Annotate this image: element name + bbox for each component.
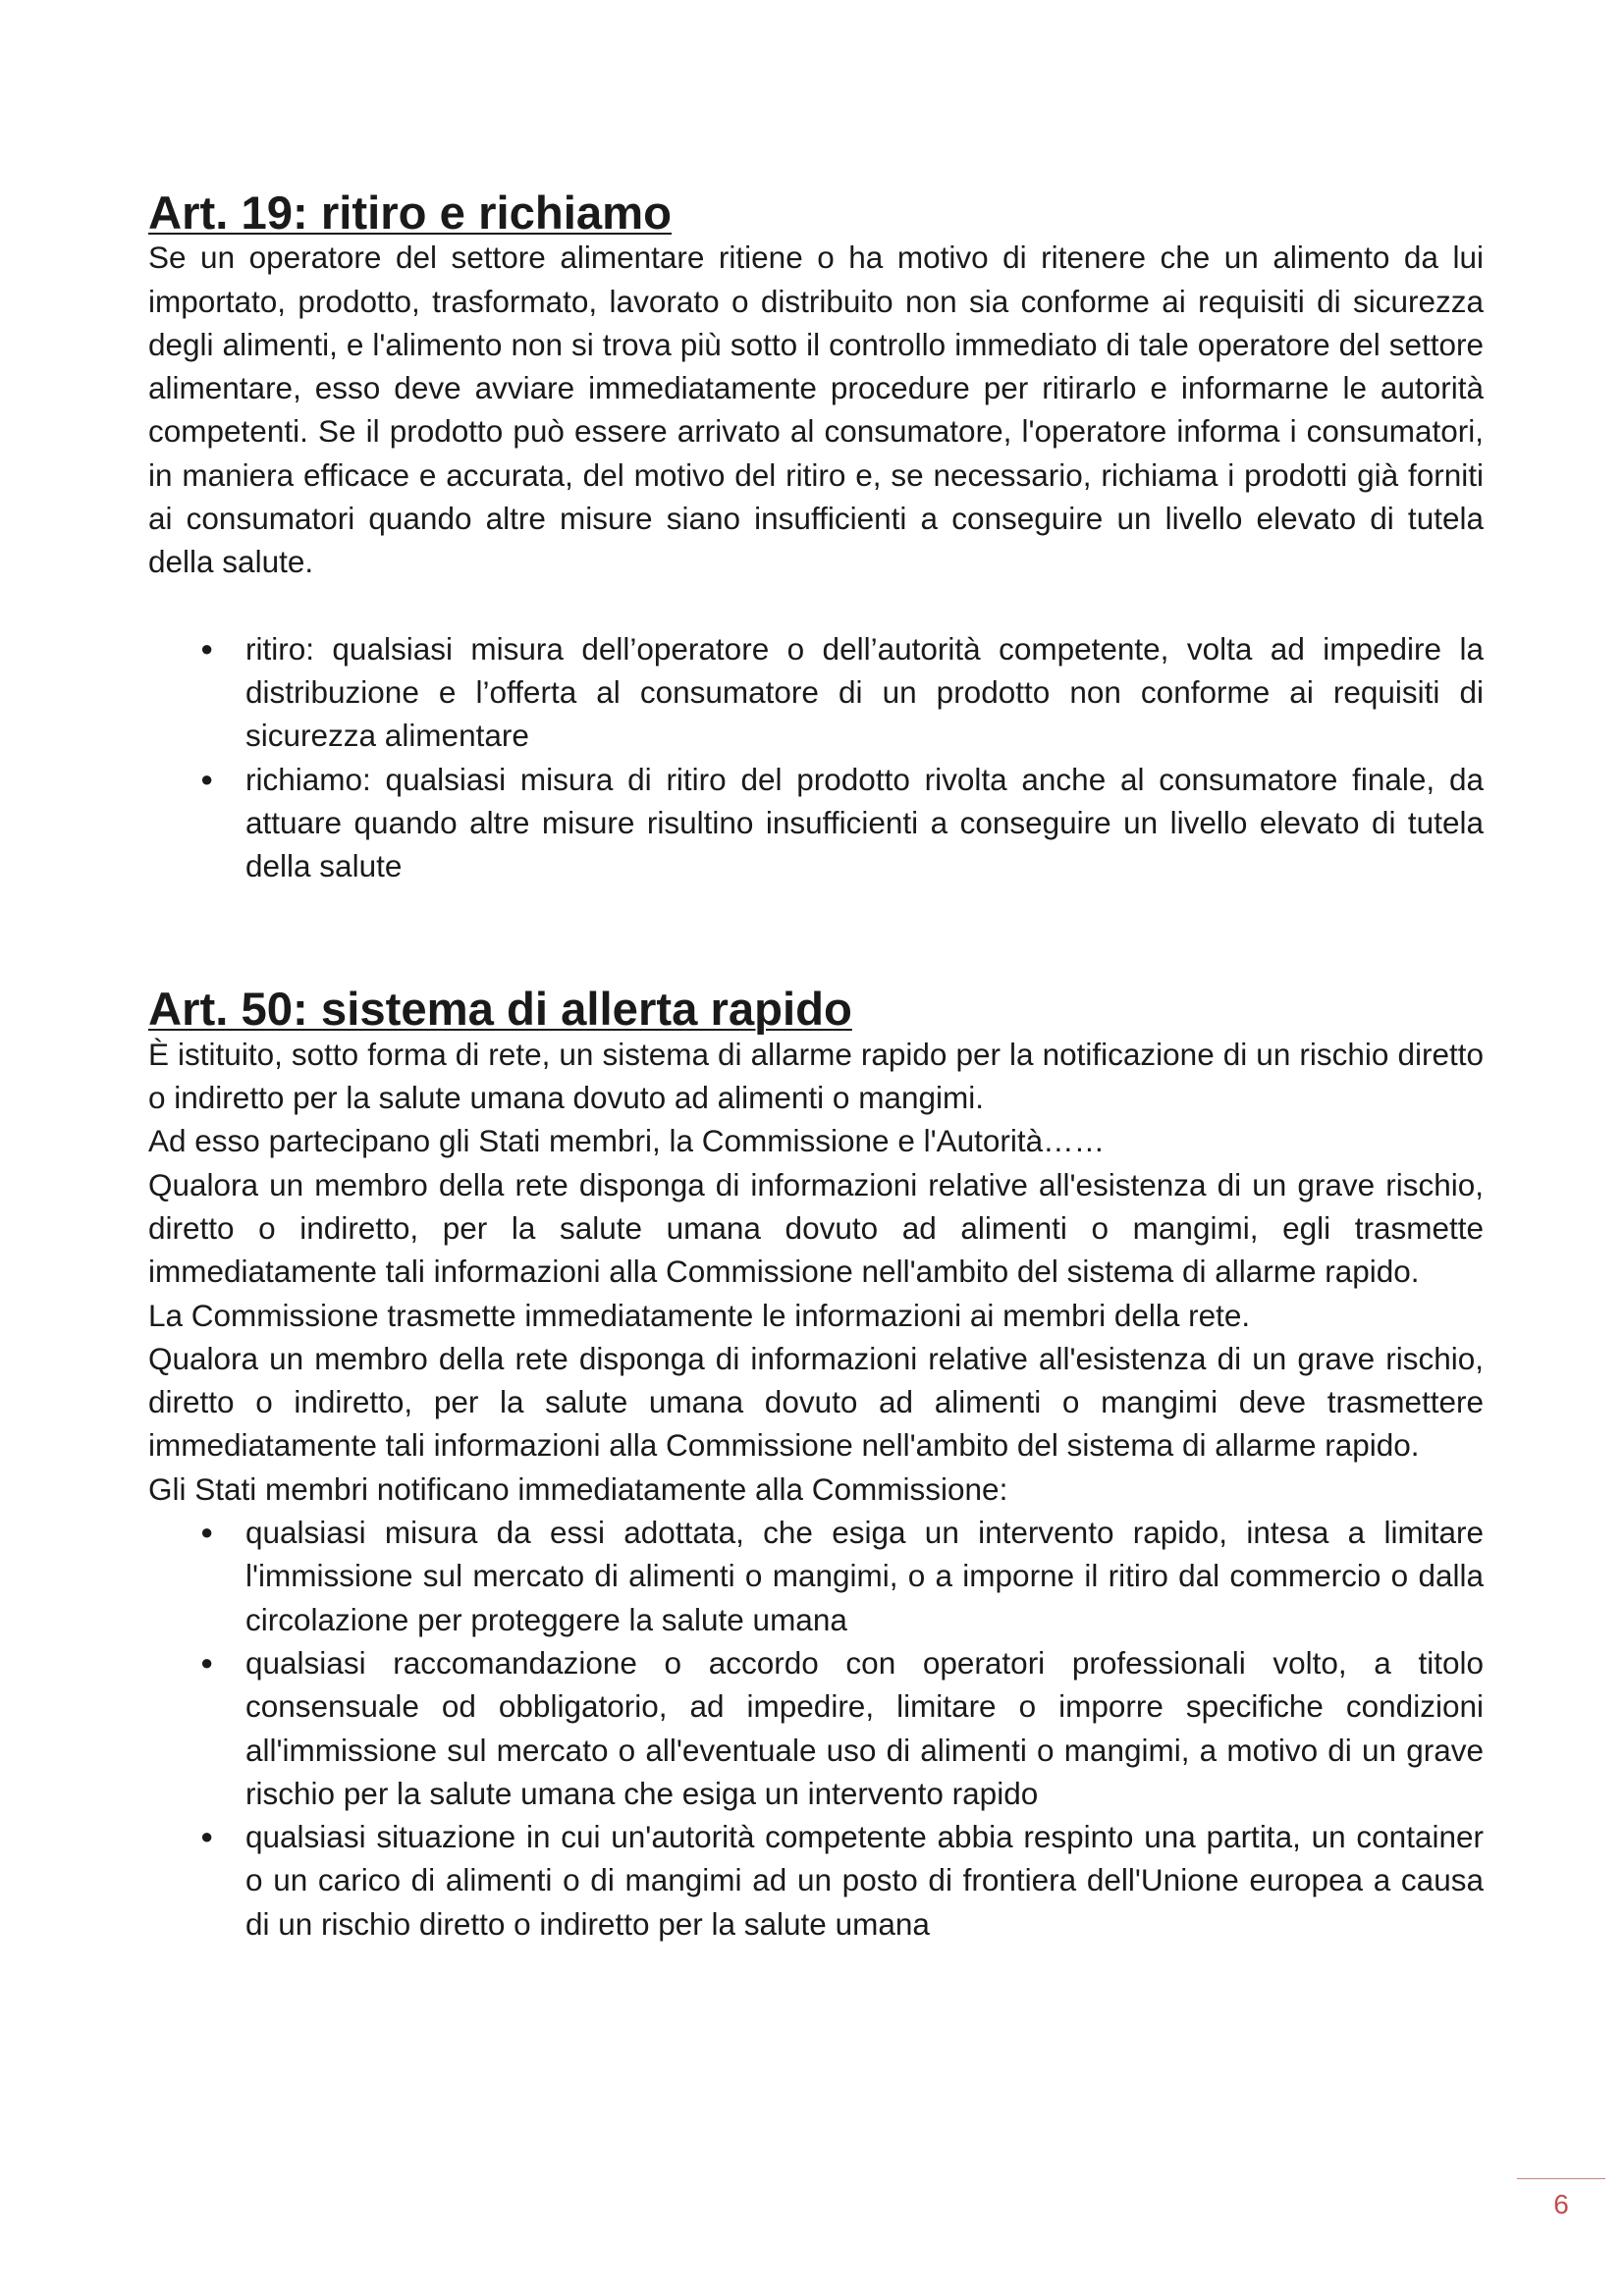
article-50-paragraph: Qualora un membro della rete disponga di informazioni relative all'esistenza di un grave rischio, diretto o indiretto, per la salute umana dovuto ad alimenti o mangimi, egli trasmette immediatamente tali informazioni alla Commissione nell'ambito del sistema di allarme rapido. xyxy=(148,1166,1484,1290)
list-item xyxy=(148,1511,1484,1641)
list-item-text: qualsiasi raccomandazione o accordo con operatori professionali volto, a titolo consensuale od obbligatorio, ad impedire, limitare o imporre specifiche condizioni all'immissione sul mercato o all'eventuale uso di alimenti o mangimi, a motivo di un grave rischio per la salute umana che esiga un intervento rapido xyxy=(245,1644,1484,1811)
bullet-icon: ● xyxy=(200,1824,214,1849)
article-19-definitions-list xyxy=(148,627,1484,888)
article-19-heading: Art. 19: ritiro e richiamo xyxy=(148,187,673,240)
article-50-paragraph: Ad esso partecipano gli Stati membri, la Commissione e l'Autorità…… xyxy=(148,1123,1106,1159)
article-50-notification-list xyxy=(148,1511,1484,1946)
page-number: 6 xyxy=(1553,2189,1569,2219)
bullet-icon: ● xyxy=(200,1649,214,1675)
bullet-icon: ● xyxy=(200,1520,214,1545)
footer-divider xyxy=(1517,2178,1605,2179)
list-item-text: richiamo: qualsiasi misura di ritiro del prodotto rivolta anche al consumatore finale, da attuare quando altre misure risultino insufficienti a conseguire un livello elevato di tutela della salute xyxy=(245,761,1484,884)
list-item xyxy=(148,627,1484,758)
list-item xyxy=(148,1815,1484,1946)
list-item-text: ritiro: qualsiasi misura dell’operatore o dell’autorità competente, volta ad impedire la distribuzione e l’offerta al consumatore di un prodotto non conforme ai requisiti di sicurezza alimentare xyxy=(245,630,1484,754)
bullet-icon: ● xyxy=(200,766,214,791)
article-50-paragraph: Qualora un membro della rete disponga di informazioni relative all'esistenza di un grave rischio, diretto o indiretto, per la salute umana dovuto ad alimenti o mangimi deve trasmettere immediatamente tali informazioni alla Commissione nell'ambito del sistema di allarme rapido. xyxy=(148,1340,1484,1464)
article-19-section xyxy=(148,187,1484,887)
list-item-text: qualsiasi situazione in cui un'autorità competente abbia respinto una partita, un container o un carico di alimenti o di mangimi ad un posto di frontiera dell'Unione europea a causa di un rischio diretto o indiretto per la salute umana xyxy=(245,1819,1484,1942)
list-item xyxy=(148,1641,1484,1815)
article-50-paragraph: La Commissione trasmette immediatamente le informazioni ai membri della rete. xyxy=(148,1297,1251,1333)
article-50-heading: Art. 50: sistema di allerta rapido xyxy=(148,984,852,1037)
list-item xyxy=(148,758,1484,888)
article-50-section xyxy=(148,984,1484,1946)
list-item-text: qualsiasi misura da essi adottata, che esiga un intervento rapido, intesa a limitare l'immissione sul mercato di alimenti o mangimi, o a imporne il ritiro dal commercio o dalla circolazione per proteggere la salute umana xyxy=(245,1515,1484,1637)
article-19-body: Se un operatore del settore alimentare ritiene o ha motivo di ritenere che un alimento da lui importato, prodotto, trasformato, lavorato o distribuito non sia conforme ai requisiti di sicurezza degli alimenti, e l'alimento non si trova più sotto il controllo immediato di tale operatore del settore alimentare, esso deve avviare immediatamente procedure per ritirarlo e informarne le autorità competenti. Se il prodotto può essere arrivato al consumatore, l'operatore informa i consumatori, in maniera efficace e accurata, del motivo del ritiro e, se necessario, richiama i prodotti già forniti ai consumatori quando altre misure siano insufficienti a conseguire un livello elevato di tutela della salute. xyxy=(148,240,1484,580)
bullet-icon: ● xyxy=(200,635,214,661)
article-50-paragraph: Gli Stati membri notificano immediatamente alla Commissione: xyxy=(148,1470,1008,1507)
document-page xyxy=(148,187,1484,1946)
article-50-paragraph: È istituito, sotto forma di rete, un sistema di allarme rapido per la notificazione di un rischio diretto o indiretto per la salute umana dovuto ad alimenti o mangimi. xyxy=(148,1036,1484,1116)
